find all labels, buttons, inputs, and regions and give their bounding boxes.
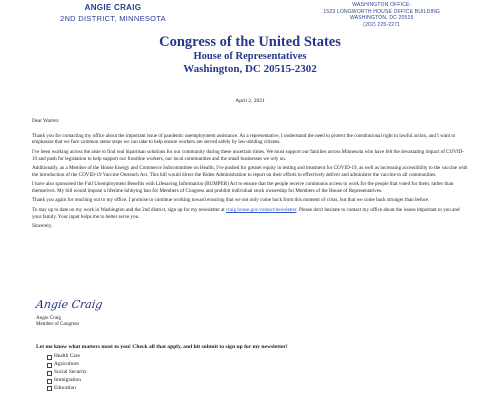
sender-district: 2ND DISTRICT, MINNESOTA bbox=[60, 14, 166, 23]
survey-option-label: Health Care bbox=[54, 353, 80, 360]
salutation: Dear Warren: bbox=[32, 118, 60, 124]
closing-text: To stay up to date on my work in Washington and the 2nd district, sign up for my newsletter at bbox=[32, 207, 226, 214]
survey-option-education[interactable] bbox=[47, 385, 288, 393]
closing-text: . Please don't hesitate to contact my office about the issues important to you and your family. Your input helps me to better serve you. bbox=[32, 207, 460, 220]
letterhead bbox=[0, 34, 500, 76]
checkbox[interactable] bbox=[47, 386, 52, 391]
survey-option-agriculture[interactable] bbox=[47, 361, 288, 369]
office-address-line: WASHINGTON, DC 20515 bbox=[349, 15, 414, 21]
sender-signature-name: Angie Craig bbox=[36, 315, 62, 321]
letterhead-city: Washington, DC 20515-2302 bbox=[183, 63, 317, 75]
letter-body bbox=[32, 133, 468, 233]
sender-header bbox=[60, 2, 166, 24]
office-address bbox=[323, 2, 440, 28]
survey-option-label: Immigration bbox=[54, 377, 81, 384]
office-address-line: WASHINGTON OFFICE: bbox=[352, 2, 412, 8]
office-address-line: (202) 225-2271 bbox=[363, 21, 401, 28]
survey-option-label: Education bbox=[54, 385, 76, 392]
body-paragraph: Thank you for contacting my office about the important issue of pandemic unemployment assistance. As a representative, I understand the need to protect the constitutional right to lawful action, and I want to emphasize that we face common sense steps we can take to help ensure workers are served safely by law-abiding citizens. bbox=[32, 133, 456, 146]
letter-date: April 2, 2021 bbox=[235, 98, 265, 104]
sender-block bbox=[36, 315, 79, 327]
body-paragraph: I've been working across the aisle to find real bipartisan solutions for our community during these uncertain times. We must support our families across Minnesota who have felt the devastating impact of COVID-19 and push for legislation to help support our frontline workers, our local communities and the small businesses we rely on. bbox=[32, 149, 465, 162]
sender-name: ANGIE CRAIG bbox=[84, 3, 142, 12]
body-paragraph: I have also sponsored the Full Unemployment Benefits with Lifesaving Information (BUMPER) Act to ensure that the people receive continuous access to work for the people that voted for them, rather than themselves. My bill would impose a lifetime lobbying ban for Members of Congress and prohibit individual stock ownership for Members of the House of Representatives. bbox=[32, 181, 454, 194]
signoff: Sincerely, bbox=[32, 223, 53, 230]
sender-signature-title: Member of Congress bbox=[36, 321, 80, 328]
checkbox[interactable] bbox=[47, 363, 52, 368]
checkbox[interactable] bbox=[47, 355, 52, 360]
newsletter-link[interactable]: craig.house.gov/contact/newsletter bbox=[225, 207, 297, 214]
letterhead-title: Congress of the United States bbox=[159, 34, 341, 50]
survey-option-health-care[interactable] bbox=[47, 353, 288, 361]
survey-option-label: Social Security bbox=[54, 369, 87, 376]
survey-option-social-security[interactable] bbox=[47, 369, 288, 377]
letterhead-house: House of Representatives bbox=[193, 51, 307, 62]
survey-option-immigration[interactable] bbox=[47, 377, 288, 385]
checkbox[interactable] bbox=[47, 379, 52, 384]
handwritten-signature: Angie Craig bbox=[35, 298, 104, 311]
newsletter-survey bbox=[36, 344, 288, 393]
body-paragraph: Thank you again for reaching out to my office. I promise to continue working toward ensuring that we not only come back from this moment of crisis, but that we come back stronger than before. bbox=[32, 197, 430, 204]
survey-question: Let me know what matters most to you! Check all that apply, and hit submit to sign up for my newsletter! bbox=[36, 344, 288, 350]
survey-option-label: Agriculture bbox=[54, 361, 79, 368]
checkbox[interactable] bbox=[47, 371, 52, 376]
closing-paragraph bbox=[32, 207, 468, 220]
office-address-line: 1523 LONGWORTH HOUSE OFFICE BUILDING bbox=[323, 8, 440, 15]
body-paragraph: Additionally, as a Member of the House Energy and Commerce Subcommittee on Health, I've pushed for greater equity in testing and treatment for COVID-19, as well as increasing accessibility to the vaccine with the introduction of the COVID-19 Vaccine Outreach Act. This bill would direct the Biden Administration to report on their efforts to effectively deliver and administer the vaccine to all communities. bbox=[32, 165, 468, 178]
